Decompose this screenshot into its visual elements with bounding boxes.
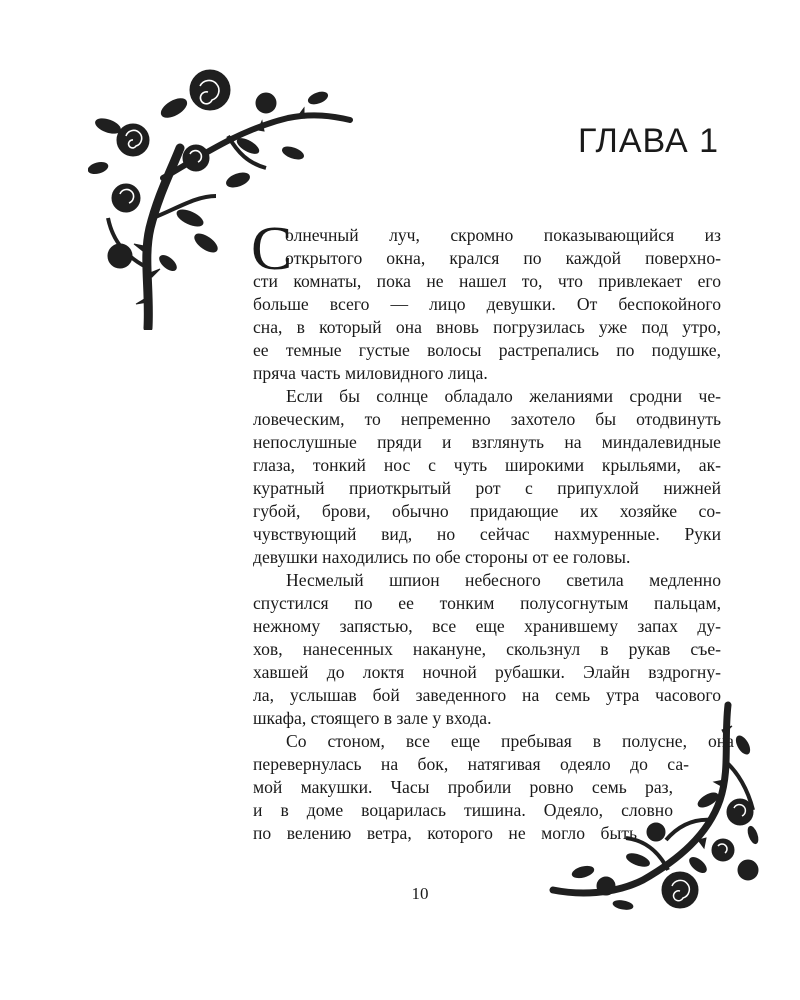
text-line: пряча часть миловидного лица. xyxy=(253,363,488,383)
text-line: девушки находились по обе стороны от ее головы. xyxy=(253,547,631,567)
text-line: куратный приоткрытый рот с припухлой нижней xyxy=(253,478,721,498)
text-line: глаза, тонкий нос с чуть широкими крыльями, ак- xyxy=(253,455,721,475)
text-line: открытого окна, крался по каждой поверхно- xyxy=(285,248,721,268)
text-line: Если бы солнце обладало желаниями сродни че- xyxy=(286,386,721,406)
text-line: Со стоном, все еще пребывая в полусне, она xyxy=(286,731,734,751)
text-line: перевернулась на бок, натягивая одеяло до са- xyxy=(253,754,689,774)
text-line: Несмелый шпион небесного светила медленно xyxy=(286,570,721,590)
text-line: ловеческим, то непременно захотело бы отодвинуть xyxy=(253,409,721,429)
text-line: чувствующий вид, но сейчас нахмуренные. Руки xyxy=(253,524,721,544)
text-line: нежному запястью, все еще хранившему запах ду- xyxy=(253,616,721,636)
text-line: хавшей до локтя ночной рубашки. Элайн вздрогну- xyxy=(253,662,721,682)
text-line: спустился по ее тонким полусогнутым пальцам, xyxy=(253,593,721,613)
text-line: губой, брови, обычно придающие их хозяйке со- xyxy=(253,501,721,521)
text-line: по велению ветра, которого не могло быть xyxy=(253,823,637,843)
text-line: сна, в который она вновь погрузилась уже под утро, xyxy=(253,317,721,337)
text-line: олнечный луч, скромно показывающийся из xyxy=(285,225,721,245)
page-number: 10 xyxy=(411,884,429,903)
paragraph-1 xyxy=(251,215,721,385)
drop-cap-letter: С xyxy=(251,215,293,283)
text-line: мой макушки. Часы пробили ровно семь раз, xyxy=(253,777,673,797)
text-line: хов, нанесенных накануне, скользнул в рукав съе- xyxy=(253,639,721,659)
text-line: ла, услышав бой заведенного на семь утра часового xyxy=(253,685,721,705)
rose-vine-ornament-bottom xyxy=(548,700,768,915)
chapter-title: ГЛАВА 1 xyxy=(578,122,720,160)
text-line: сти комнаты, пока не нашел то, что привлекает его xyxy=(253,271,721,291)
text-line: шкафа, стоящего в зале у входа. xyxy=(253,708,492,728)
paragraph-2 xyxy=(253,385,721,569)
text-line: и в доме воцарилась тишина. Одеяло, словно xyxy=(253,800,673,820)
text-line: больше всего — лицо девушки. От беспокойного xyxy=(253,294,721,314)
text-line: непослушные пряди и взглянуть на миндалевидные xyxy=(253,432,721,452)
text-line: ее темные густые волосы растрепались по подушке, xyxy=(253,340,721,360)
